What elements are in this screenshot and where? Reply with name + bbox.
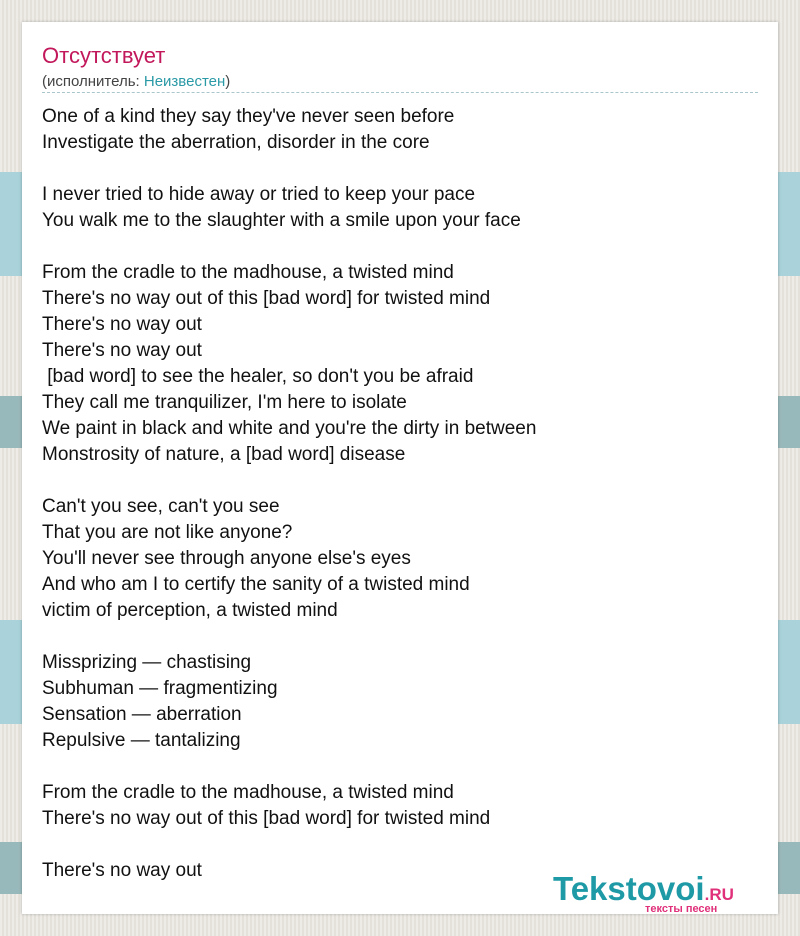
lyrics-card <box>22 22 778 914</box>
artist-link[interactable]: Неизвестен <box>143 73 226 90</box>
lyrics-text: One of a kind they say they've never seen before Investigate the aberration, disorder in the core I never tried to hide away or tried to keep your pace You walk me to the slaughter with a smile upon your face From the cradle to the madhouse, a twisted mind There's no way out of this [bad word] for twisted mind There's no way out There's no way out [bad word] to see the healer, so don't you be afraid They call me tranquilizer, I'm here to isolate We paint in black and white and you're the dirty in between Monstrosity of nature, a [bad word] disease Can't you see, can't you see That you are not like anyone? You'll never see through anyone else's eyes And who am I to certify the sanity of a twisted mind victim of perception, a twisted mind Missprizing — chastising Subhuman — fragmentizing Sensation — aberration Repulsive — tantalizing From the cradle to the madhouse, a twisted mind There's no way out of this [bad word] for twisted mind There's no way out <box>42 106 537 881</box>
title-divider <box>42 92 758 93</box>
brand-tagline: тексты песен <box>645 903 718 914</box>
brand-suffix: .RU <box>704 885 734 904</box>
brand-name-text: Tekstovoi <box>553 870 705 907</box>
artist-suffix: ) <box>225 73 231 90</box>
artist-prefix: (исполнитель: <box>42 73 144 90</box>
artist-line <box>42 73 230 91</box>
brand-logo[interactable] <box>553 872 768 912</box>
song-title: Отсутствует <box>42 43 166 68</box>
